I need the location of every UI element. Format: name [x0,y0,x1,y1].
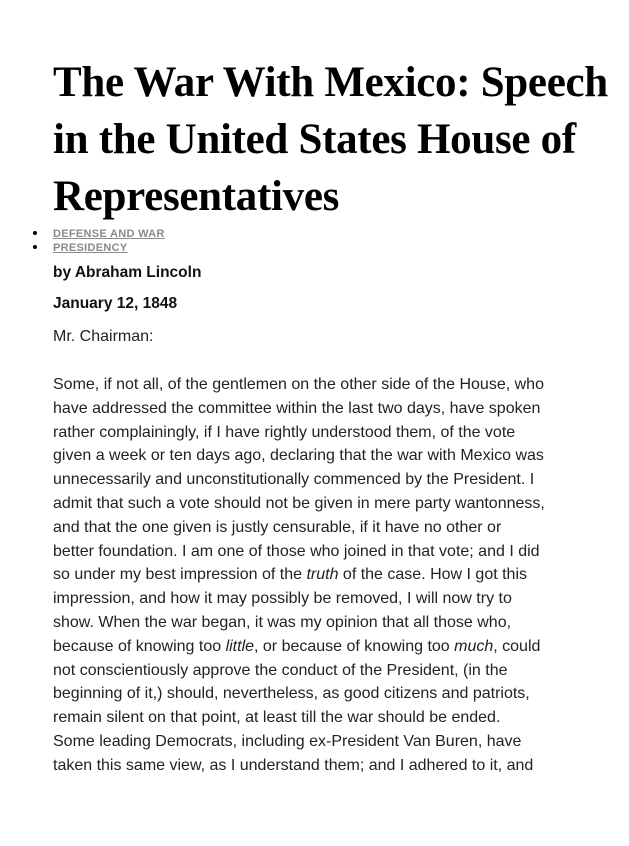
body-line: beginning of it,) should, nevertheless, as good citizens and patriots, [53,685,530,703]
bullet-icon [33,231,37,235]
tag-link-presidency[interactable]: PRESIDENCY [53,242,128,254]
tag-item [33,240,165,254]
body-line: show. When the war began, it was my opinion that all those who, [53,613,512,631]
body-line: because of knowing too little, or because of knowing too much, could [53,637,541,655]
body-line: rather complainingly, if I have rightly understood them, of the vote [53,423,516,441]
tag-list [33,226,165,254]
body-line: taken this same view, as I understand them; and I adhered to it, and [53,756,534,774]
bullet-icon [33,245,37,249]
body-line: and that the one given is justly censurable, if it have no other or [53,518,502,536]
body-line: so under my best impression of the truth of the case. How I got this [53,566,528,584]
salutation: Mr. Chairman: [53,328,154,345]
author-byline: by Abraham Lincoln [53,264,202,281]
article-title: The War With Mexico: Speech in the United States House of Representatives [53,59,608,220]
tag-link-defense-and-war[interactable]: DEFENSE AND WAR [53,228,165,240]
body-line: admit that such a vote should not be given in mere party wantonness, [53,494,545,512]
publication-date: January 12, 1848 [53,295,178,312]
body-line: Some, if not all, of the gentlemen on the other side of the House, who [53,376,544,393]
body-line: unnecessarily and unconstitutionally commenced by the President. I [53,471,535,489]
body-paragraph [53,373,593,778]
body-line: remain silent on that point, at least till the war should be ended. [53,709,501,727]
body-line: given a week or ten days ago, declaring that the war with Mexico was [53,447,544,465]
body-line: have addressed the committee within the last two days, have spoken [53,399,541,417]
body-line: Some leading Democrats, including ex-President Van Buren, have [53,732,522,750]
body-line: impression, and how it may possibly be removed, I will now try to [53,590,512,608]
tag-item [33,226,165,240]
body-line: not conscientiously approve the conduct of the President, (in the [53,661,508,679]
body-line: better foundation. I am one of those who joined in that vote; and I did [53,542,540,560]
